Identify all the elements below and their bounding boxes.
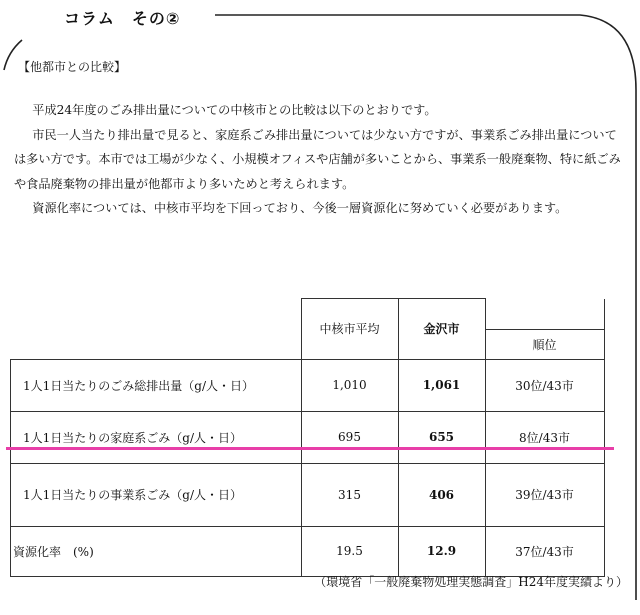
column-title: コラム その②: [64, 9, 181, 28]
paragraph-3: 資源化率については、中核市平均を下回っており、今後一層資源化に努めていく必要があります。: [32, 201, 568, 215]
paragraph-1: 平成24年度のごみ排出量についての中核市との比較は以下のとおりです。: [32, 103, 437, 117]
highlight-line: [6, 447, 614, 450]
table-row: 1人1日当たりの家庭系ごみ（g/人・日） 695 655 8位/43市: [11, 411, 605, 463]
header-kanazawa: 金沢市: [398, 299, 485, 360]
comparison-table: [10, 298, 605, 577]
header-average: 中核市平均: [301, 299, 398, 360]
header-rank: 順位: [486, 329, 604, 359]
body-text: [14, 98, 626, 221]
section-subtitle: 【他都市との比較】: [18, 60, 127, 74]
table-row: 1人1日当たりの事業系ごみ（g/人・日） 315 406 39位/43市: [11, 463, 605, 526]
source-note: （環境省「一般廃棄物処理実態調査」H24年度実績より）: [314, 575, 628, 589]
table-row: 資源化率 (%) 19.5 12.9 37位/43市: [11, 526, 605, 576]
table-row: 1人1日当たりのごみ総排出量（g/人・日） 1,010 1,061 30位/43市: [11, 359, 605, 411]
paragraph-2: 市民一人当たり排出量で見ると、家庭系ごみ排出量については少ない方ですが、事業系ごみ排出量については多い方です。本市では工場が少なく、小規模オフィスや店舗が多いことから、事業系一般廃棄物、特に紙ごみや食品廃棄物の排出量が他都市より多いためと考えられます。: [14, 127, 621, 191]
table-header-row: [11, 299, 605, 360]
